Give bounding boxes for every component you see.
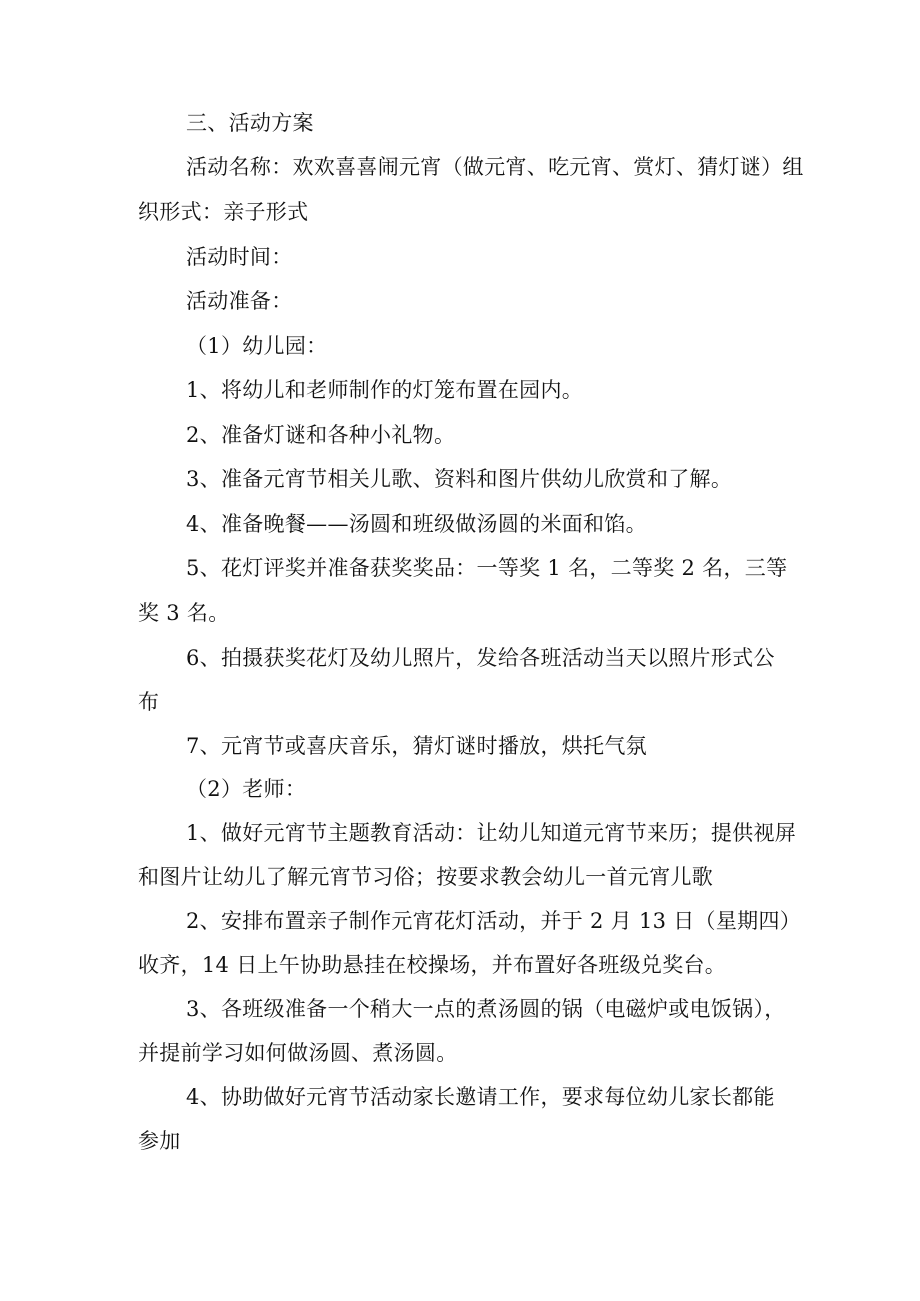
kindergarten-item-6-line-2: 布: [138, 690, 160, 714]
kindergarten-item-3: 3、准备元宵节相关儿歌、资料和图片供幼儿欣赏和了解。: [186, 467, 733, 491]
section-heading: 三、活动方案: [186, 111, 314, 135]
kindergarten-item-1: 1、将幼儿和老师制作的灯笼布置在园内。: [186, 378, 584, 402]
teacher-item-4-line-1: 4、协助做好元宵节活动家长邀请工作，要求每位幼儿家长都能: [186, 1085, 775, 1109]
kindergarten-item-5-line-1: 5、花灯评奖并准备获奖奖品：一等奖 1 名，二等奖 2 名，三等: [186, 556, 788, 580]
kindergarten-item-4: 4、准备晚餐——汤圆和班级做汤圆的米面和馅。: [186, 512, 647, 536]
teacher-item-4-line-2: 参加: [138, 1129, 181, 1153]
teacher-item-3-line-2: 并提前学习如何做汤圆、煮汤圆。: [138, 1041, 458, 1065]
teacher-item-1-line-1: 1、做好元宵节主题教育活动：让幼儿知道元宵节来历；提供视屏: [186, 821, 797, 845]
activity-time: 活动时间：: [186, 245, 293, 269]
kindergarten-item-5-line-2: 奖 3 名。: [138, 601, 230, 625]
kindergarten-item-2: 2、准备灯谜和各种小礼物。: [186, 423, 456, 447]
teacher-item-2-line-1: 2、安排布置亲子制作元宵花灯活动，并于 2 月 13 日（星期四）: [186, 909, 802, 933]
kindergarten-item-6-line-1: 6、拍摄获奖花灯及幼儿照片，发给各班活动当天以照片形式公: [186, 646, 775, 670]
teacher-item-2-line-2: 收齐，14 日上午协助悬挂在校操场，并布置好各班级兑奖台。: [138, 953, 727, 977]
teacher-item-1-line-2: 和图片让幼儿了解元宵节习俗；按要求教会幼儿一首元宵儿歌: [138, 865, 714, 889]
kindergarten-heading: （1）幼儿园：: [186, 334, 328, 358]
teacher-item-3-line-1: 3、各班级准备一个稍大一点的煮汤圆的锅（电磁炉或电饭锅），: [186, 997, 786, 1021]
kindergarten-item-7: 7、元宵节或喜庆音乐，猜灯谜时播放，烘托气氛: [186, 734, 647, 758]
activity-name-line-2: 织形式：亲子形式: [138, 200, 309, 224]
activity-prep: 活动准备：: [186, 289, 293, 313]
teacher-heading: （2）老师：: [186, 777, 307, 801]
activity-name-line-1: 活动名称：欢欢喜喜闹元宵（做元宵、吃元宵、赏灯、猜灯谜）组: [186, 155, 804, 179]
